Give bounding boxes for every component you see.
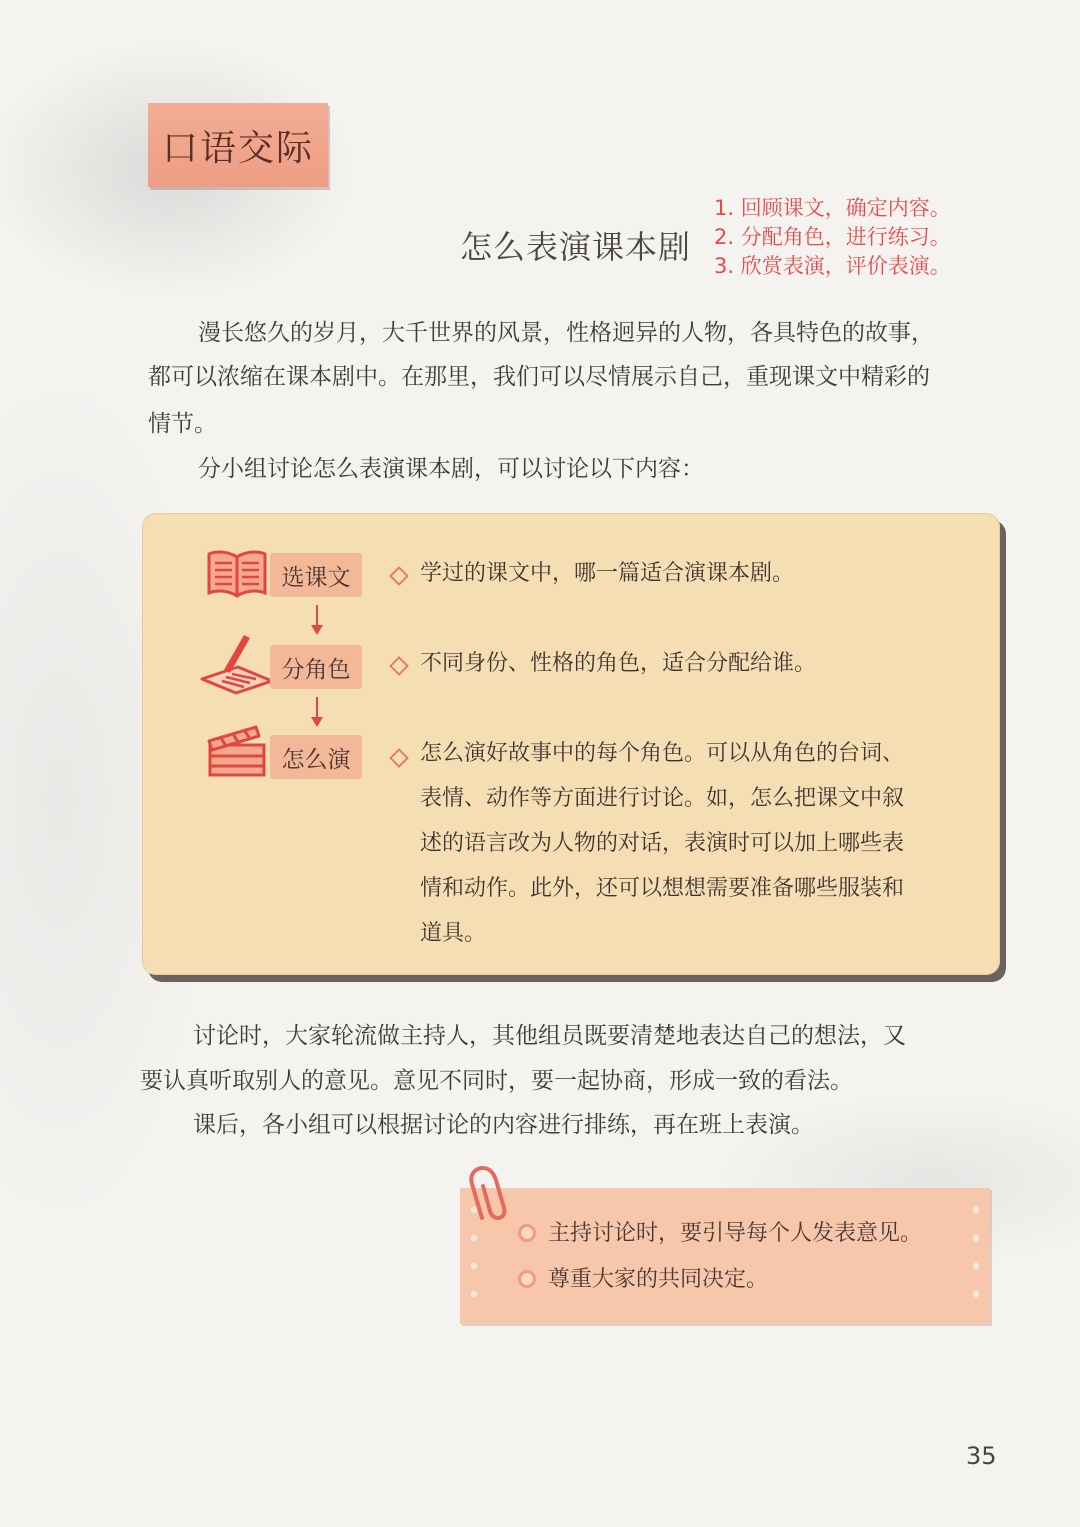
row-text: 表情、动作等方面进行讨论。如，怎么把课文中叙 xyxy=(420,786,905,811)
intro-line: 都可以浓缩在课本剧中。在那里，我们可以尽情展示自己，重现课文中精彩的 xyxy=(148,364,930,390)
closing-line: 课后，各小组可以根据讨论的内容进行排练，再在班上表演。 xyxy=(193,1112,814,1138)
row-text: 学过的课文中，哪一篇适合演课本剧。 xyxy=(420,561,795,586)
row-text: 情和动作。此外，还可以想想需要准备哪些服装和 xyxy=(420,876,905,901)
diamond-icon xyxy=(389,656,409,676)
step-item: 3. 欣赏表演，评价表演。 xyxy=(714,254,951,278)
row-text: 道具。 xyxy=(420,921,487,946)
steps-list xyxy=(714,194,951,281)
row-label-how-to-act: 怎么演 xyxy=(270,735,362,779)
paperclip-icon xyxy=(468,1166,512,1222)
closing-line: 讨论时，大家轮流做主持人，其他组员既要清楚地表达自己的想法，又 xyxy=(193,1023,906,1049)
diamond-icon xyxy=(389,566,409,586)
section-tag-label: 口语交际 xyxy=(161,127,314,169)
bullet-dot-icon xyxy=(518,1270,536,1288)
diamond-icon xyxy=(389,748,409,768)
arrow-down-icon xyxy=(316,605,318,627)
note-item: 尊重大家的共同决定。 xyxy=(548,1267,769,1292)
paper-and-pen-icon xyxy=(198,633,278,695)
row-label-choose-text: 选课文 xyxy=(270,553,362,597)
note-perforation xyxy=(972,1196,980,1316)
row-text: 不同身份、性格的角色，适合分配给谁。 xyxy=(420,651,817,676)
page-number: 35 xyxy=(966,1442,997,1470)
discussion-card xyxy=(142,513,1000,975)
intro-line: 漫长悠久的岁月，大千世界的风景，性格迥异的人物，各具特色的故事， xyxy=(198,320,934,346)
row-text: 述的语言改为人物的对话，表演时可以加上哪些表 xyxy=(420,831,905,856)
note-item: 主持讨论时，要引导每个人发表意见。 xyxy=(548,1221,923,1246)
intro-line: 情节。 xyxy=(148,411,217,437)
row-label-assign-roles: 分角色 xyxy=(270,645,362,689)
step-item: 1. 回顾课文，确定内容。 xyxy=(714,196,951,220)
intro-line: 分小组讨论怎么表演课本剧，可以讨论以下内容： xyxy=(198,456,704,482)
row-text: 怎么演好故事中的每个角色。可以从角色的台词、 xyxy=(420,741,905,766)
open-book-icon xyxy=(206,549,268,599)
tips-note xyxy=(460,1188,990,1324)
arrow-down-icon xyxy=(316,697,318,719)
closing-line: 要认真听取别人的意见。意见不同时，要一起协商，形成一致的看法。 xyxy=(140,1068,853,1094)
bullet-dot-icon xyxy=(518,1224,536,1242)
clapperboard-icon xyxy=(206,723,268,779)
step-item: 2. 分配角色，进行练习。 xyxy=(714,225,951,249)
lesson-title: 怎么表演课本剧 xyxy=(460,228,692,266)
section-tag xyxy=(148,103,328,187)
